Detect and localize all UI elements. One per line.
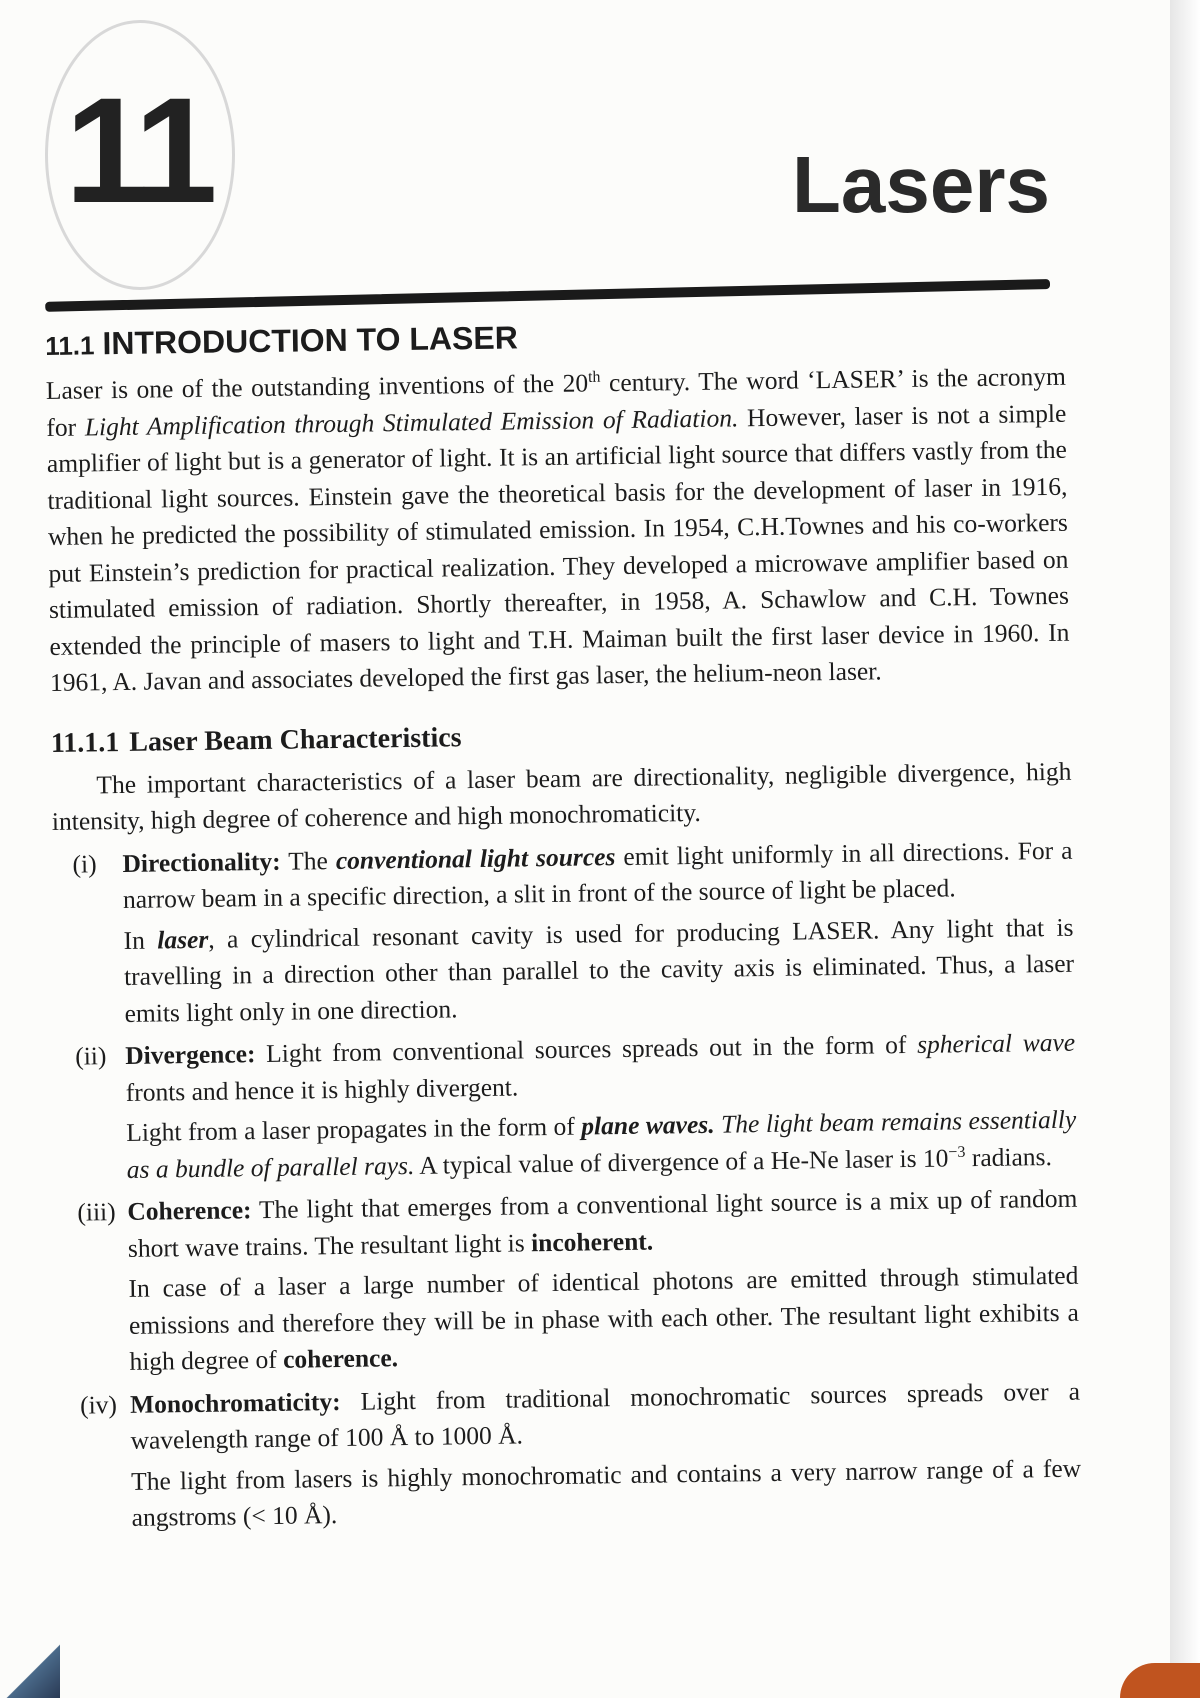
item-text: The light that emerges from a conventional light source is a mix up of random short wave trains. The resultant light is xyxy=(127,1184,1078,1263)
item-text: fronts and hence it is highly divergent. xyxy=(125,1072,519,1107)
item-text: A typical value of divergence of a He-Ne laser is 10 xyxy=(414,1143,949,1180)
chapter-title: Lasers xyxy=(792,140,1050,229)
item-text: radians. xyxy=(965,1141,1053,1173)
item-text: emit light uniformly in all directions. For a narrow beam in a specific direction, a slit in front of the source of light be placed. xyxy=(122,835,1073,915)
section-title: INTRODUCTION TO LASER xyxy=(102,319,519,362)
item-text: In xyxy=(123,925,158,955)
intro-text-2: century. The word ‘LASER’ is the acronym for xyxy=(46,362,1067,442)
item-text: Light from traditional monochromatic sources spreads over a wavelength range of 100 Å to 1000 Å. xyxy=(130,1376,1081,1456)
item-emphasis: conventional light sources xyxy=(335,841,616,875)
item-text: Light from conventional sources spreads out in the form of xyxy=(255,1030,918,1069)
item-paragraph xyxy=(122,833,1073,919)
subsection-number: 11.1.1 xyxy=(50,726,120,759)
page-corner-shadow xyxy=(0,1638,60,1698)
item-emphasis: plane waves. xyxy=(581,1110,715,1141)
chapter-content xyxy=(45,311,1082,1540)
list-marker: (ii) xyxy=(75,1041,107,1072)
list-item-divergence xyxy=(55,1025,1077,1191)
page-edge xyxy=(1170,0,1200,1698)
item-emphasis: laser xyxy=(157,924,209,955)
item-text: In case of a laser a large number of identical photons are emitted through stimulated emissions and therefore they will be in phase with each other. The resultant light exhibits a high degree of xyxy=(128,1261,1080,1377)
item-superscript: −3 xyxy=(948,1143,966,1161)
intro-text-3: However, laser is not a simple amplifier of light but is a generator of light. It is an artificial light source that differs vastly from the traditional light sources. Einstein gave the theoretical basis for the development of laser in 1916, when he predicted the possibility of stimulated emission. In 1954, C.H.Townes and his co-workers put Einstein’s prediction for practical realization. They developed a microwave amplifier based on stimulated emission of radiation. Shortly thereafter, in 1958, A. Schawlow and C.H. Townes extended the principle of masers to light and T.H. Maiman built the first laser device in 1960. In 1961, A. Javan and associates developed the first gas laser, the helium-neon laser. xyxy=(46,398,1070,698)
characteristics-lead-paragraph: The important characteristics of a laser beam are directionality, negligible divergence, high intensity, high degree of coherence and high monochromaticity. xyxy=(51,756,1072,837)
item-text: , a cylindrical resonant cavity is used for producing LASER. Any light that is travelling in a direction other than parallel to the cavity axis is eliminated. Thus, a laser emits light only in one direction. xyxy=(123,912,1075,1028)
intro-superscript: th xyxy=(587,369,601,387)
list-marker: (iii) xyxy=(77,1197,116,1228)
item-term: Coherence: xyxy=(127,1195,252,1227)
item-emphasis: incoherent. xyxy=(530,1226,654,1258)
item-paragraph xyxy=(126,1102,1077,1188)
item-paragraph xyxy=(128,1258,1079,1381)
item-term: Directionality: xyxy=(122,846,281,878)
item-text: The xyxy=(280,845,337,876)
item-term: Monochromaticity: xyxy=(129,1386,341,1419)
item-paragraph xyxy=(131,1451,1082,1537)
list-marker: (i) xyxy=(72,849,97,879)
subsection-heading xyxy=(51,714,1071,760)
section-number: 11.1 xyxy=(45,330,95,361)
intro-paragraph xyxy=(46,359,1070,702)
intro-text-1: Laser is one of the outstanding inventions of the 20 xyxy=(45,368,589,406)
item-paragraph xyxy=(130,1374,1081,1460)
subsection-title: Laser Beam Characteristics xyxy=(129,722,462,758)
list-item-monochromaticity xyxy=(60,1374,1082,1540)
chapter-divider-rule xyxy=(45,279,1050,312)
item-emphasis: The light beam remains essentially as a bundle of parallel rays. xyxy=(126,1105,1077,1184)
section-heading xyxy=(45,311,1065,364)
chapter-number: 11 xyxy=(65,66,212,234)
laser-acronym-expansion: Light Amplification through Stimulated Emission of Radiation. xyxy=(84,403,739,442)
list-item-directionality xyxy=(52,833,1075,1036)
item-paragraph xyxy=(123,910,1074,1033)
item-term: Divergence: xyxy=(125,1039,256,1071)
item-text: Light from a laser propagates in the form of xyxy=(126,1111,582,1148)
list-marker: (iv) xyxy=(79,1389,118,1420)
item-emphasis: spherical wave xyxy=(916,1028,1076,1060)
item-emphasis: coherence. xyxy=(282,1343,399,1375)
item-paragraph xyxy=(125,1025,1076,1111)
item-paragraph xyxy=(127,1181,1078,1267)
item-text: The light from lasers is highly monochromatic and contains a very narrow range of a few angstroms (< 10 Å). xyxy=(130,1453,1082,1533)
list-item-coherence xyxy=(57,1181,1080,1384)
